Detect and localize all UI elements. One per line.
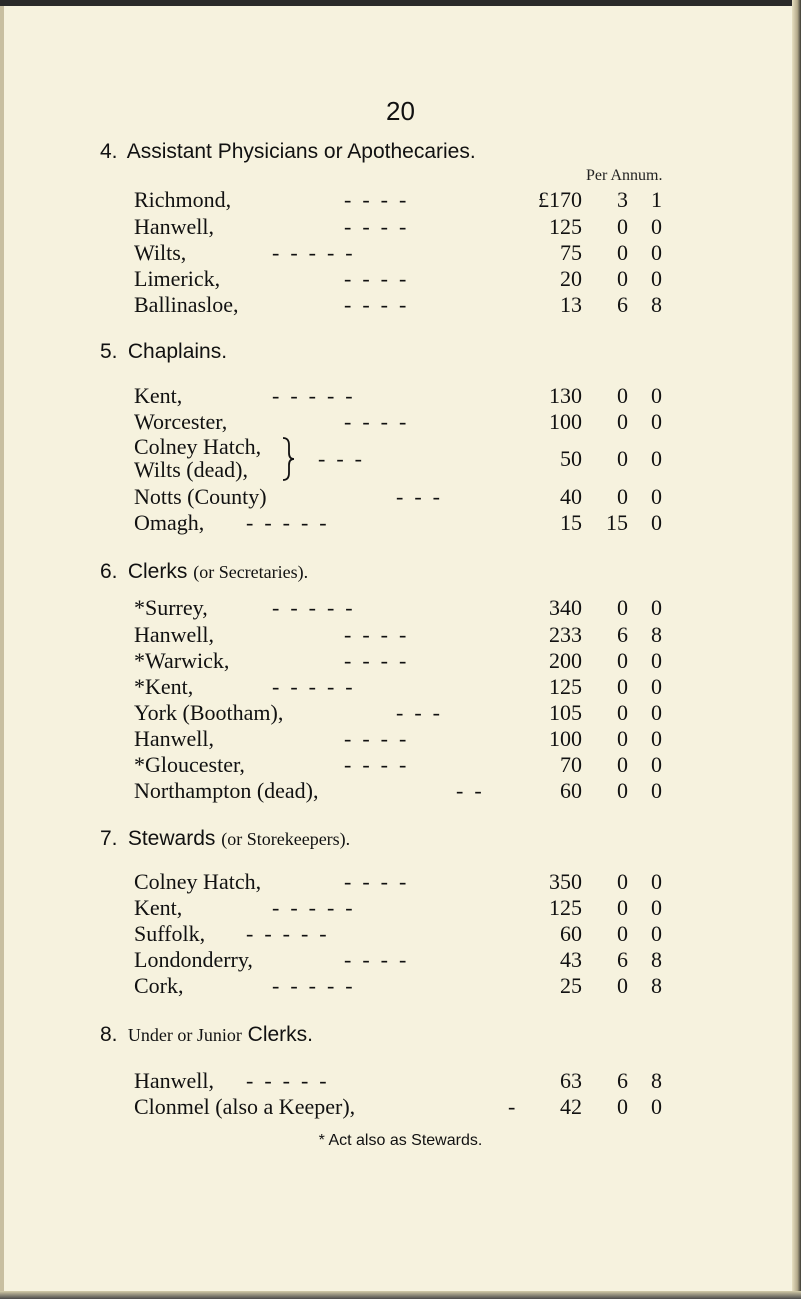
table-row	[134, 292, 730, 320]
leader-dashes: - - - -	[344, 648, 407, 673]
section-number: 7.	[100, 827, 118, 850]
amount-pence: 0	[651, 510, 662, 535]
leader-dashes: - - - -	[344, 752, 407, 777]
section-title: Stewards	[127, 827, 216, 850]
table-row	[134, 266, 730, 294]
amount-shillings: 0	[617, 921, 628, 946]
row-name: York (Bootham),	[134, 700, 284, 725]
page-bottom-edge	[0, 1291, 801, 1299]
amount-pounds: 105	[549, 700, 582, 725]
amount-pounds: 125	[549, 895, 582, 920]
table-row	[134, 674, 730, 702]
amount-pence: 0	[651, 240, 662, 265]
amount-shillings: 0	[617, 674, 628, 699]
section-title: Chaplains.	[127, 340, 228, 363]
table-row	[134, 1094, 730, 1122]
amount-pounds: 125	[549, 214, 582, 239]
amount-pounds: 13	[560, 292, 582, 317]
leader-dashes: - - - - -	[272, 674, 353, 699]
leader-dashes: - - - - -	[272, 973, 353, 998]
leader-dashes: - -	[456, 778, 482, 803]
section-heading	[100, 340, 227, 364]
amount-pence: 0	[651, 700, 662, 725]
row-name: *Gloucester,	[134, 752, 245, 777]
leader-dashes: - - - -	[344, 214, 407, 239]
table-row	[134, 1068, 730, 1096]
amount-shillings: 0	[617, 700, 628, 725]
row-name: Colney Hatch,	[134, 869, 262, 894]
table-row	[134, 383, 730, 411]
row-name: Omagh,	[134, 510, 205, 535]
amount-pounds: 25	[560, 973, 582, 998]
amount-pence: 8	[651, 292, 662, 317]
row-name: Notts (County)	[134, 484, 267, 509]
table-row	[134, 240, 730, 268]
section-heading	[100, 1023, 313, 1047]
amount-pounds: 125	[549, 674, 582, 699]
amount-shillings: 6	[617, 292, 628, 317]
row-name: *Warwick,	[134, 648, 230, 673]
amount-pounds: 42	[560, 1094, 582, 1119]
amount-pence: 0	[651, 895, 662, 920]
table-row	[134, 648, 730, 676]
amount-pence: 8	[651, 947, 662, 972]
leader-dashes: - - - -	[344, 869, 407, 894]
amount-pence: 0	[651, 446, 662, 471]
row-name-second-line: Wilts (dead),	[134, 457, 248, 482]
section-title-note: (or Secretaries).	[193, 562, 309, 582]
amount-pence: 0	[651, 266, 662, 291]
row-name: Worcester,	[134, 409, 228, 434]
amount-pence: 0	[651, 778, 662, 803]
amount-pence: 0	[651, 869, 662, 894]
table-row	[134, 921, 730, 949]
leader-dashes: - - - - -	[246, 510, 327, 535]
amount-pounds: 60	[560, 778, 582, 803]
row-name: Limerick,	[134, 266, 221, 291]
amount-pence: 0	[651, 595, 662, 620]
row-name: Wilts,	[134, 240, 187, 265]
amount-pounds: 20	[560, 266, 582, 291]
row-name: *Surrey,	[134, 595, 208, 620]
leader-dashes: -	[508, 1094, 516, 1119]
leader-dashes: - - - - -	[272, 895, 353, 920]
leader-dashes: - - - -	[344, 266, 407, 291]
section-number: 4.	[100, 140, 118, 163]
row-name: Ballinasloe,	[134, 292, 239, 317]
row-name: Kent,	[134, 895, 183, 920]
section-title-prefix: Under or Junior	[127, 1025, 242, 1045]
amount-pounds: 70	[560, 752, 582, 777]
row-name: Hanwell,	[134, 214, 215, 239]
amount-shillings: 6	[617, 1068, 628, 1093]
table-row	[134, 484, 730, 512]
amount-pounds: 200	[549, 648, 582, 673]
section-number: 8.	[100, 1023, 118, 1046]
footnote: * Act also as Stewards.	[318, 1132, 483, 1149]
amount-pounds: 340	[549, 595, 582, 620]
amount-pence: 0	[651, 383, 662, 408]
amount-pounds: 100	[549, 409, 582, 434]
amount-pence: 0	[651, 409, 662, 434]
table-row	[134, 409, 730, 437]
leader-dashes: - - -	[396, 700, 440, 725]
row-name: Hanwell,	[134, 726, 215, 751]
section-number: 6.	[100, 560, 118, 583]
leader-dashes: - - - -	[344, 622, 407, 647]
row-name: Suffolk,	[134, 921, 206, 946]
table-row	[134, 214, 730, 242]
table-row	[134, 622, 730, 650]
leader-dashes: - - - -	[344, 947, 407, 972]
amount-pence: 1	[651, 187, 662, 212]
amount-shillings: 0	[617, 895, 628, 920]
row-name: Cork,	[134, 973, 184, 998]
section-title-note: (or Storekeepers).	[221, 829, 351, 849]
amount-shillings: 0	[617, 973, 628, 998]
amount-pence: 8	[651, 973, 662, 998]
amount-shillings: 6	[617, 947, 628, 972]
amount-shillings: 0	[617, 1094, 628, 1119]
leader-dashes: - - - -	[344, 726, 407, 751]
table-row	[134, 700, 730, 728]
leader-dashes: - - - -	[344, 187, 407, 212]
table-row	[134, 726, 730, 754]
row-name: Hanwell,	[134, 1068, 215, 1093]
amount-pence: 0	[651, 214, 662, 239]
amount-shillings: 0	[617, 752, 628, 777]
amount-pence: 8	[651, 622, 662, 647]
table-row	[134, 778, 730, 806]
leader-dashes: - - -	[396, 484, 440, 509]
amount-shillings: 0	[617, 446, 628, 471]
amount-pounds: 75	[560, 240, 582, 265]
amount-pounds: 130	[549, 383, 582, 408]
amount-shillings: 0	[617, 266, 628, 291]
amount-pounds: 100	[549, 726, 582, 751]
leader-dashes: - - - - -	[272, 383, 353, 408]
amount-pounds: 40	[560, 484, 582, 509]
table-row	[134, 973, 730, 1001]
section-title: Clerks.	[247, 1023, 314, 1046]
row-name: *Kent,	[134, 674, 194, 699]
table-row-braced	[134, 434, 730, 486]
amount-shillings: 0	[617, 214, 628, 239]
table-row	[134, 869, 730, 897]
table-row	[134, 595, 730, 623]
amount-shillings: 6	[617, 622, 628, 647]
amount-pounds: 63	[560, 1068, 582, 1093]
amount-pence: 0	[651, 484, 662, 509]
row-name: Hanwell,	[134, 622, 215, 647]
table-row	[134, 510, 730, 538]
amount-pence: 0	[651, 921, 662, 946]
leader-dashes: - - - - -	[246, 1068, 327, 1093]
section-title: Clerks	[127, 560, 188, 583]
page-right-edge	[792, 0, 801, 1299]
section-number: 5.	[100, 340, 118, 363]
table-row	[134, 895, 730, 923]
amount-shillings: 3	[617, 187, 628, 212]
leader-dashes: - - -	[318, 446, 362, 471]
section-heading	[100, 560, 308, 584]
amount-shillings: 0	[617, 383, 628, 408]
page-left-edge	[0, 0, 4, 1299]
amount-pounds: 43	[560, 947, 582, 972]
page-top-edge	[0, 0, 801, 6]
table-row	[134, 947, 730, 975]
amount-pence: 0	[651, 674, 662, 699]
leader-dashes: - - - - -	[272, 240, 353, 265]
amount-pounds: 233	[549, 622, 582, 647]
amount-pounds: 15	[560, 510, 582, 535]
amount-pounds: £170	[538, 187, 582, 212]
amount-pence: 0	[651, 752, 662, 777]
leader-dashes: - - - -	[344, 292, 407, 317]
amount-shillings: 0	[617, 409, 628, 434]
amount-pence: 0	[651, 726, 662, 751]
amount-shillings: 0	[617, 648, 628, 673]
amount-pence: 0	[651, 1094, 662, 1119]
row-name: Northampton (dead),	[134, 778, 319, 803]
amount-shillings: 0	[617, 240, 628, 265]
section-title: Assistant Physicians or Apothecaries.	[126, 140, 476, 163]
amount-shillings: 0	[617, 484, 628, 509]
leader-dashes: - - - -	[344, 409, 407, 434]
amount-shillings: 0	[617, 726, 628, 751]
amount-shillings: 0	[617, 595, 628, 620]
amount-pence: 8	[651, 1068, 662, 1093]
row-name: Kent,	[134, 383, 183, 408]
leader-dashes: - - - - -	[272, 595, 353, 620]
row-name: Colney Hatch,	[134, 434, 262, 459]
page-number: 20	[386, 96, 415, 126]
row-name: Londonderry,	[134, 947, 253, 972]
table-row	[134, 752, 730, 780]
amount-pounds: 60	[560, 921, 582, 946]
amount-shillings: 15	[606, 510, 628, 535]
table-row	[134, 187, 730, 215]
amount-pounds: 50	[560, 446, 582, 471]
curly-brace-icon	[280, 436, 296, 482]
row-name: Richmond,	[134, 187, 232, 212]
per-annum-label: Per Annum.	[586, 167, 663, 184]
amount-pence: 0	[651, 648, 662, 673]
amount-shillings: 0	[617, 869, 628, 894]
amount-shillings: 0	[617, 778, 628, 803]
amount-pounds: 350	[549, 869, 582, 894]
leader-dashes: - - - - -	[246, 921, 327, 946]
row-name: Clonmel (also a Keeper),	[134, 1094, 356, 1119]
section-heading	[100, 827, 350, 851]
section-heading	[100, 140, 476, 164]
